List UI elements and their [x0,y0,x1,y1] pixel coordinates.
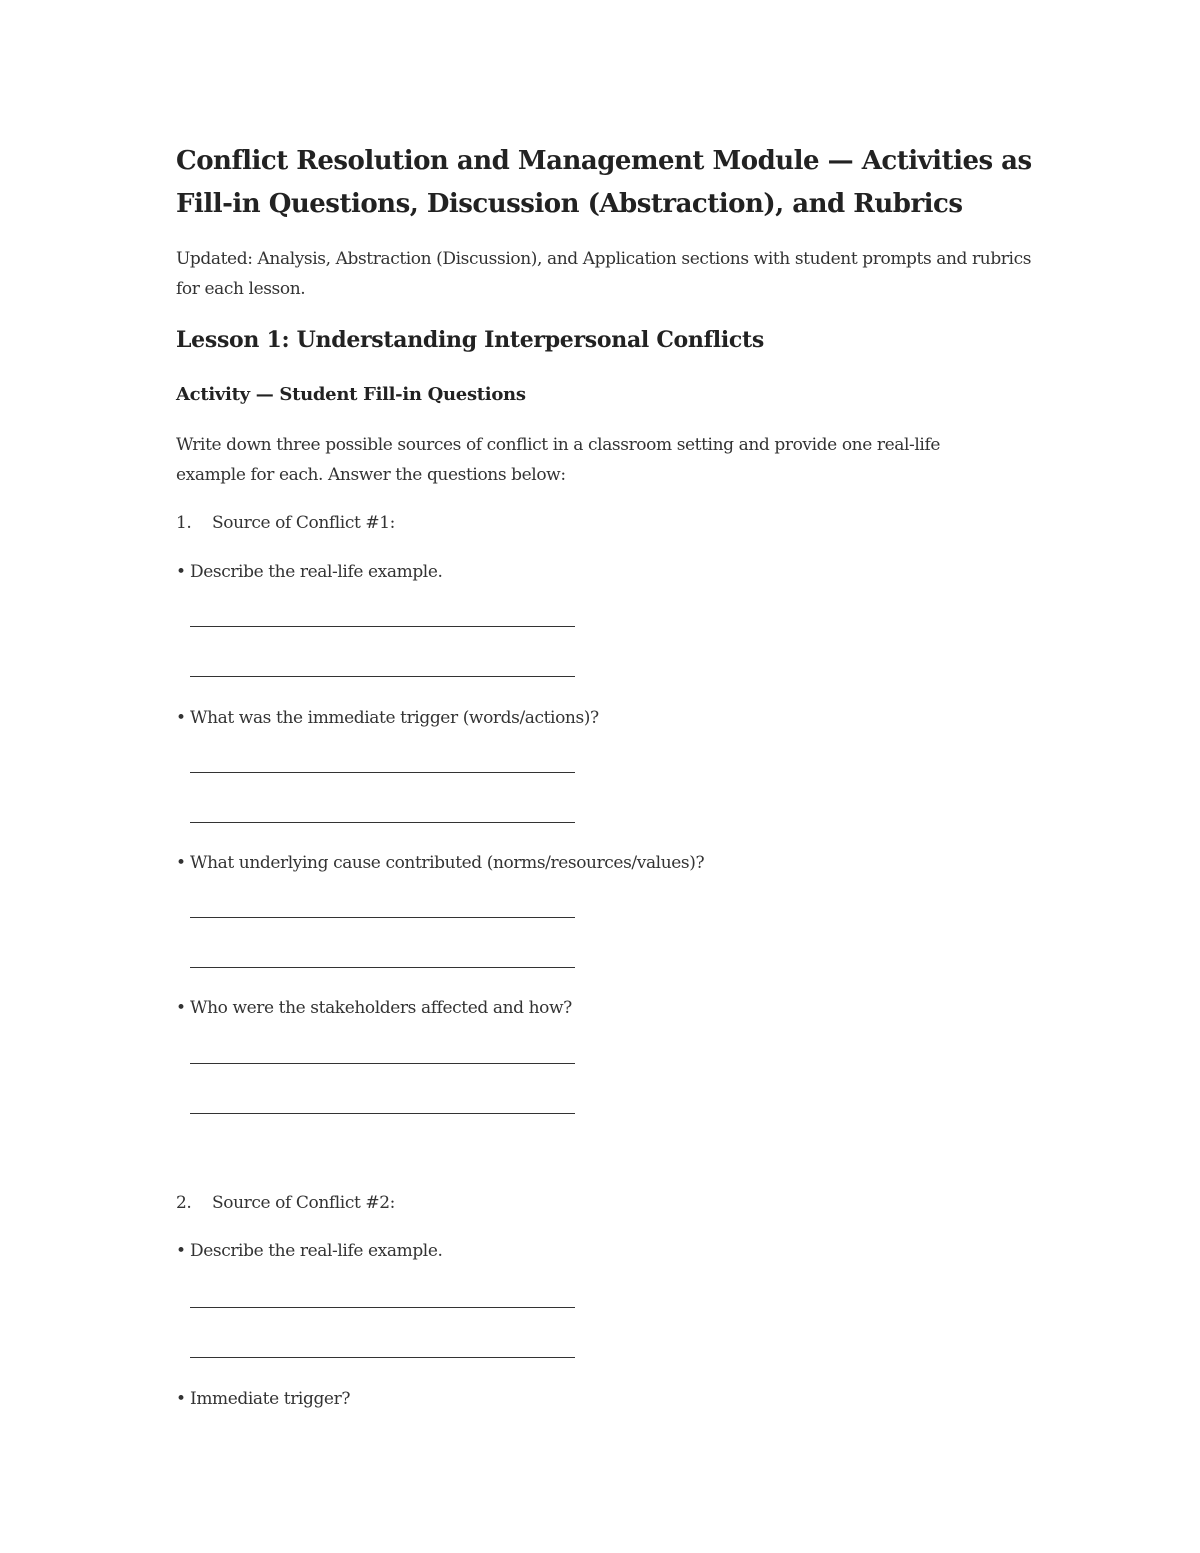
bullet-icon: • [176,853,186,873]
prompt-underlying-cause [176,848,704,878]
document-title: Conflict Resolution and Management Module — Activities as Fill-in Questions, Discussion (Abstraction), and Rubrics [176,146,1032,219]
list-item-label: Source of Conflict #1: [212,513,395,533]
list-item-label: Source of Conflict #2: [212,1193,395,1213]
lesson-1-heading: Lesson 1: Understanding Interpersonal Conflicts [176,327,764,353]
answer-line[interactable] [190,1307,575,1308]
answer-line[interactable] [190,676,575,677]
answer-line[interactable] [190,626,575,627]
list-item-source-2 [176,1188,395,1218]
prompt-text: Describe the real-life example. [190,1241,443,1261]
prompt-immediate-trigger [176,1384,350,1414]
answer-line[interactable] [190,967,575,968]
list-item-source-1 [176,508,395,538]
prompt-text: What was the immediate trigger (words/actions)? [190,708,599,728]
prompt-text: What underlying cause contributed (norms/resources/values)? [190,853,705,873]
answer-line[interactable] [190,772,575,773]
activity-instructions: Write down three possible sources of conflict in a classroom setting and provide one real-life example for each. Answer the questions below: [176,435,940,485]
list-item-number: 1. [176,513,192,533]
prompt-describe-example [176,557,443,587]
list-item-number: 2. [176,1193,192,1213]
activity-heading: Activity — Student Fill-in Questions [176,384,526,405]
bullet-icon: • [176,998,186,1018]
answer-line[interactable] [190,822,575,823]
document-subtitle: Updated: Analysis, Abstraction (Discussion), and Application sections with student prompts and rubrics for each lesson. [176,249,1032,299]
prompt-stakeholders [176,993,572,1023]
bullet-icon: • [176,1389,186,1409]
bullet-icon: • [176,708,186,728]
bullet-icon: • [176,562,186,582]
prompt-text: Describe the real-life example. [190,562,443,582]
prompt-describe-example [176,1236,443,1266]
prompt-text: Immediate trigger? [190,1389,351,1409]
prompt-immediate-trigger [176,703,599,733]
answer-line[interactable] [190,1357,575,1358]
prompt-text: Who were the stakeholders affected and how? [190,998,572,1018]
answer-line[interactable] [190,1063,575,1064]
answer-line[interactable] [190,1113,575,1114]
bullet-icon: • [176,1241,186,1261]
answer-line[interactable] [190,917,575,918]
